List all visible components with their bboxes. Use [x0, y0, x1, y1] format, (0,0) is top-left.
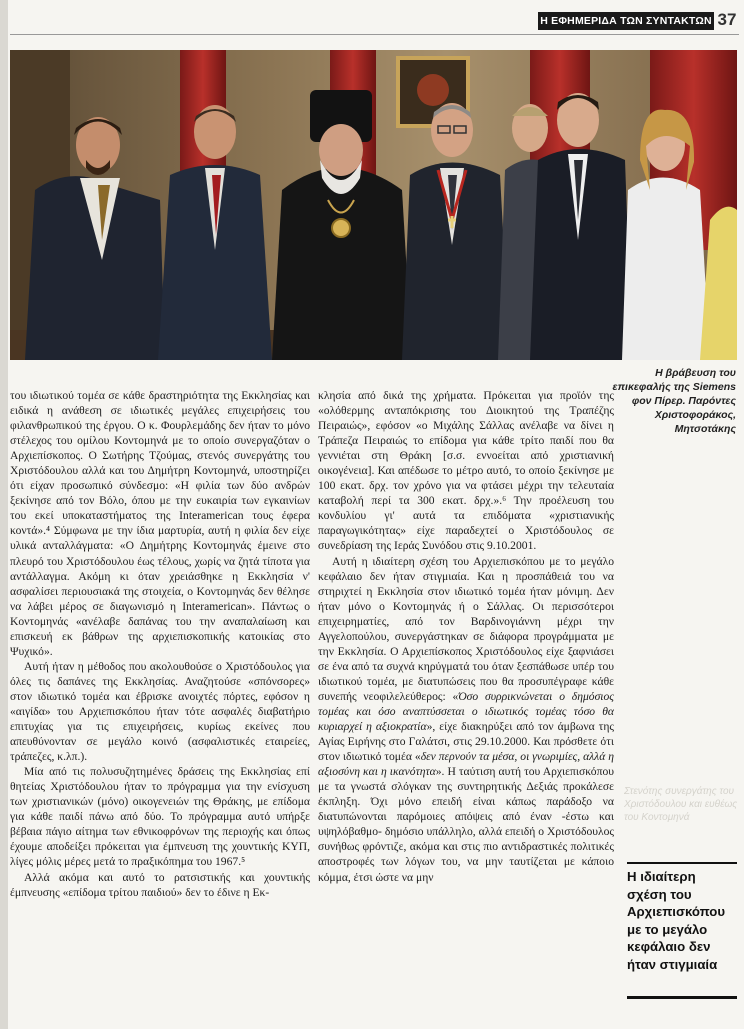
article-paragraph: κλησία από δικά της χρήματα. Πρόκειται για προϊόν της «ολόθερμης ανταπόκρισης του Διοικητού της Τραπέζης Πειραιώς», εφόσον «ο Μιχάλης Σάλλας ανέλαβε να δίνει η Τράπεζα Πειραιώς το επίδομα για κάθε τρίτο παιδί που θα γεννιέται στη Θράκη [σ.σ. εννοείται από χριστιανική οικογένεια]. Και απέδωσε το μέτρο αυτό, το οποίο ξεκίνησε με 100 εκατ. δρχ. τον χρόνο για να φτάσει μέχρι την τελευταία καταβολή περί τα 300 εκατ. δρχ.».⁶ Την προέλευση του κονδυλίου γι' αυτά τα επιδόματα «χριστιανικής παραγωγικότητας» είχε παραδεχτεί ο Χριστόδουλος σε συνεδρίαση της Ιεράς Συνόδου στις 9.10.2001. [318, 389, 614, 553]
group-photo-illustration [10, 50, 737, 360]
pullquote-rule-bottom [627, 996, 737, 999]
article-column-1 [10, 388, 310, 1018]
page-edge [0, 0, 8, 1029]
quote-text: δεν περνούν τα μέσα, οι γνωριμίες, αλλά η αξιοσύνη και η ικανότητα [318, 750, 614, 779]
pullquote: Η ιδιαίτερη σχέση του Αρχιεπισκόπου με το μεγάλο κεφάλαιο δεν ήταν στιγμιαία [627, 869, 726, 972]
article-paragraph: του ιδιωτικού τομέα σε κάθε δραστηριότητα της Εκκλησίας και ειδικά η ανάθεση σε ιδιωτικές μεγάλες επιχειρήσεις του φιλανθρωπικού της έργου. Ο κ. Φουρλεμάδης δεν ήταν το μόνο στέλεχος του ομίλου Κοντομηνά με το οποίο συνεργαζόταν ο Αρχιεπίσκοπος. Ο Σωτήρης Τζούμας, στενός συνεργάτης του Χριστόδουλου αλλά και του Δημήτρη Κοντομηνά, υποστηρίζει ότι είχαν προσωπικό σύνδεσμο: «Η φιλία των δύο ανδρών ξεκίνησε από τον Βόλο, όπου με την ευκαιρία των εγκαινίων του εκεί υποκαταστήματος της Interamerican τους έφερα κοντά».⁴ Σύμφωνα με την ίδια μαρτυρία, αυτή η φιλία δεν είχε υλικά ανταλλάγματα: «Ο Δημήτρης Κοντομηνάς έμεινε στο πλευρό του Χριστόδουλου έως τέλους, χωρίς να ζητά τίποτα για αντάλλαγμα. Ακόμη κι όταν χρειάσθηκε η Εκκλησία ν' ασφαλίσει περιουσιακά της στοιχεία, ο Κοντομηνάς δεν θέλησε να λάβει μέρος σε διαγωνισμό η Interamerican». Πάντως ο Κοντομηνάς «ανέλαβε δαπάνας του την αναπαλαίωση και επισκευή εκ βάθρων της αρχιεπισκοπικής κατοικίας στο Ψυχικό». [10, 389, 310, 658]
article-paragraph: Αυτή η ιδιαίτερη σχέση του Αρχιεπισκόπου με το μεγάλο κεφάλαιο δεν ήταν στιγμιαία. Και η προσπάθειά του να στηριχτεί η Εκκλησία στον ιδιωτικό τομέα ήταν μόνιμη. Δεν ήταν μόνο ο Κοντομηνάς ή ο Σάλλας. Οι περισσότεροι επιχειρηματίες, από τον Βαρδινογιάννη μέχρι την Αγγελοπούλου, συνεργάστηκαν σε διάφορα προγράμματα με την Εκκλησία. Ο Αρχιεπίσκοπος Χριστόδουλος είχε ξαφνιάσει σε ένα από τα συχνά κηρύγματά του όταν ξεσπάθωσε υπέρ του ιδιωτικού τομέα, με διατυπώσεις που θα προσυπέγραφε κάθε συνεπής νεοφιλελεύθερος: «Όσο συρρικνώνεται ο δημόσιος τομέας και όσο αναπτύσσεται ο ιδιωτικός τομέας τόσο θα κυριαρχεί η αξιοκρατία», είχε διακηρύξει από τον άμβωνα της Αγίας Ειρήνης στο Γαλάτσι, στις 29.10.2000. Και πρόσθετε ότι στον ιδιωτικό τομέα «δεν περνούν τα μέσα, οι γνωριμίες, αλλά η αξιοσύνη και η ικανότητα». Η ταύτιση αυτή του Αρχιεπισκόπου με τα γνωστά σλόγκαν της συντηρητικής Δεξιάς προκάλεσε έκπληξη. Όχι μόνο επειδή είναι κάπως παράδοξο να διατυπώνονται παρόμοιες απόψεις από έναν -έστω και υψηλόβαθμο- δημόσιο υπάλληλο, αλλά επειδή ο Χριστόδουλος συνήθως φρόντιζε, ακόμα και στις πιο αντιδραστικές πολιτικές αποστροφές των λόγων του, να μην ταυτίζεται με κάποιο κόμμα, έτσι ώστε να μην [318, 554, 614, 884]
faded-sidebar-text: Στενότης συνεργάτης του Χριστόδουλου και ευθέως του Κοντομηνά [624, 786, 738, 823]
publication-header: Η ΕΦΗΜΕΡΙΔΑ ΤΩΝ ΣΥΝΤΑΚΤΩΝ [538, 12, 714, 30]
header-divider [10, 34, 739, 35]
page-number: 37 [717, 10, 737, 29]
photo-caption: Η βράβευση του επικεφαλής της Siemens φον Πίρερ. Παρόντες Χριστοφοράκος, Μητσοτάκης [612, 367, 736, 435]
paragraph-text: ». Η ταύτιση αυτή του Αρχιεπισκόπου με τα γνωστά σλόγκαν της συντηρητικής Δεξιάς προκάλεσε έκπληξη. Όχι μόνο επειδή είναι κάπως παράδοξο να διατυπώνονται παρόμοιες απόψεις από έναν -έστω και υψηλόβαθμο- δημόσιο υπάλληλο, αλλά επειδή ο Χριστόδουλος συνήθως φρόντιζε, ακόμα και στις πιο αντιδραστικές πολιτικές αποστροφές των λόγων του, να μην ταυτίζεται με κάποιο κόμμα, έτσι ώστε να μην [318, 765, 614, 884]
paragraph-text: », είχε διακηρύξει από τον άμβωνα της Αγίας Ειρήνης στο Γαλάτσι, στις 29.10.2000. Και πρόσθετε ότι στον ιδιωτικό τομέα « [318, 720, 614, 764]
article-paragraph: Αυτή ήταν η μέθοδος που ακολουθούσε ο Χριστόδουλος για όλες τις δαπάνες της Εκκλησίας. Αναζητούσε «σπόνσορες» στον ιδιωτικό τομέα και έβρισκε ανοιχτές πόρτες, εφόσον η «αιγίδα» του Αρχιεπισκόπου ήταν τότε ασφαλές διαβατήριο επιτυχίας για τις επιχειρήσεις, κυρίως εκείνες που απευθύνονταν σε μεγάλο κοινό (ασφαλιστικές εταιρείες, τράπεζες, κ.λπ.). [10, 659, 310, 764]
pullquote-rule-top [627, 862, 737, 864]
paragraph-text: Αυτή η ιδιαίτερη σχέση του Αρχιεπισκόπου με το μεγάλο κεφάλαιο δεν ήταν στιγμιαία. Και η προσπάθειά του να στηριχτεί η Εκκλησία στον ιδιωτικό τομέα ήταν μόνιμη. Δεν ήταν μόνο ο Κοντομηνάς ή ο Σάλλας. Οι περισσότεροι επιχειρηματίες, από τον Βαρδινογιάννη μέχρι την Αγγελοπούλου, συνεργάστηκαν σε διάφορα προγράμματα με την Εκκλησία. Ο Αρχιεπίσκοπος Χριστόδουλος είχε ξαφνιάσει σε ένα από τα συχνά κηρύγματά του όταν ξεσπάθωσε υπέρ του ιδιωτικού τομέα, με διατυπώσεις που θα προσυπέγραφε κάθε συνεπής νεοφιλελεύθερος: [318, 554, 614, 703]
news-photo [10, 50, 737, 360]
quote-text: Όσο συρρικνώνεται ο δημόσιος τομέας και όσο αναπτύσσεται ο ιδιωτικός τομέας τόσο θα κυριαρχεί η αξιοκρατία [318, 689, 614, 734]
article-column-2 [318, 388, 614, 1018]
article-paragraph: Μία από τις πολυσυζητημένες δράσεις της Εκκλησίας επί θητείας Χριστόδουλου ήταν το πρόγραμμα για την ενίσχυση των χριστιανικών (μόνο) οικογενειών της Θράκης, με επίδομα για κάθε παιδί πάνω από δύο. Το πρόγραμμα αυτό υπήρξε βέβαια πάγιο αίτημα των εθνικοφρόνων της περιοχής και όπως έχουμε αποδείξει πρόκειται για έμπνευση της χουντικής ΚΥΠ, λίγες μόλις μέρες μετά το πραξικόπημα του 1967.⁵ [10, 765, 310, 869]
article-paragraph: Αλλά ακόμα και αυτό το ρατσιστικής και χουντικής έμπνευσης «επίδομα τρίτου παιδιού» δεν το έδινε η Εκ- [10, 870, 310, 899]
